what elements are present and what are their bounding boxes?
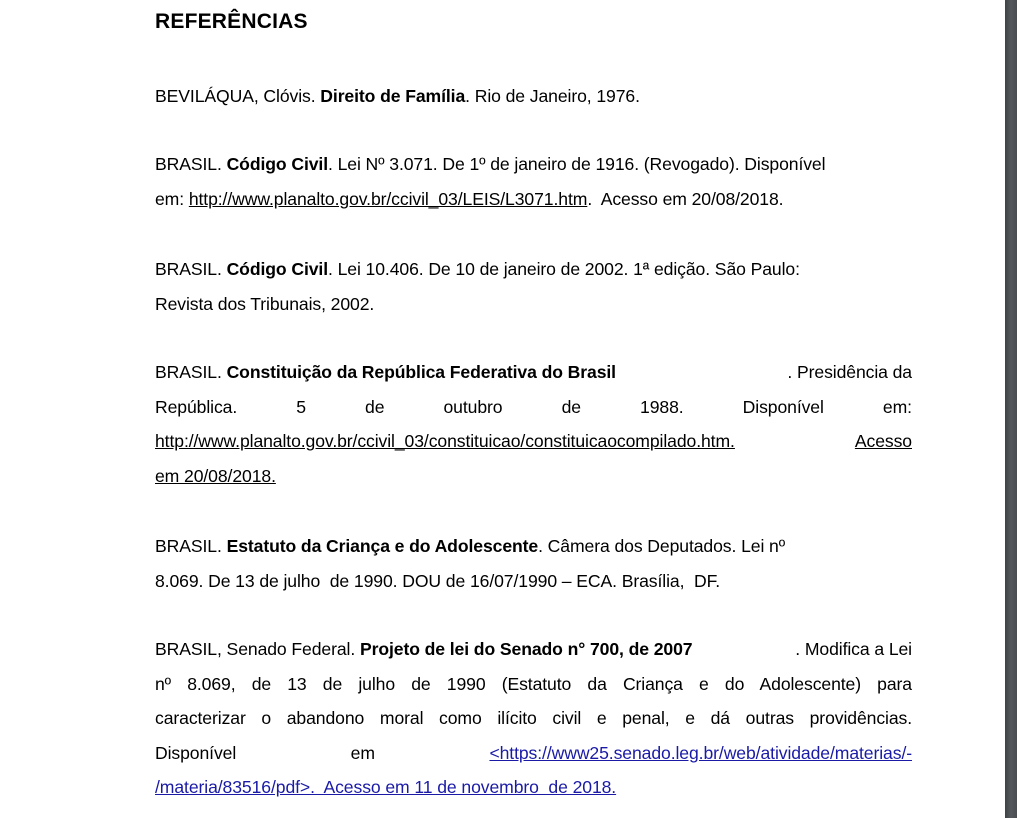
reference-item: BRASIL, Senado Federal. Projeto de lei do Senado n° 700, de 2007 . Modifica a Lei nº 8.069, de 13 de julho de 1990 (Estatuto da Criança e do Adolescente) para caracterizar o abandono moral como ilícito civil e penal, e dá outras providências. Disponível em <https://www25.senado.leg.br/web/atividade/materias/- /materia/83516/pdf>. Acesso em 11 de novembro de 2018. [155, 639, 912, 797]
reference-item: BRASIL. Código Civil. Lei Nº 3.071. De 1º de janeiro de 1916. (Revogado). Disponível em: http://www.planalto.gov.br/ccivil_03/LEIS/L3071.htm. Acesso em 20/08/2018. [155, 154, 826, 209]
reference-title: Código Civil [226, 259, 328, 279]
reference-title: Estatuto da Criança e do Adolescente [226, 536, 539, 556]
viewer-scrollbar-edge[interactable] [1005, 0, 1017, 818]
reference-title: Constituição da República Federativa do Brasil [226, 362, 616, 382]
reference-title: Projeto de lei do Senado n° 700, de 2007 [359, 639, 693, 659]
reference-title: Código Civil [226, 154, 328, 174]
page-title: REFERÊNCIAS [155, 10, 308, 33]
reference-link-continued[interactable]: /materia/83516/pdf>. Acesso em 11 de novembro de 2018. [155, 777, 617, 797]
reference-title: Direito de Família [320, 86, 466, 106]
reference-item: BRASIL. Código Civil. Lei 10.406. De 10 de janeiro de 2002. 1ª edição. São Paulo: Revista dos Tribunais, 2002. [155, 259, 800, 314]
reference-link[interactable]: http://www.planalto.gov.br/ccivil_03/constituicao/constituicaocompilado.htm. [155, 431, 735, 451]
reference-item: BEVILÁQUA, Clóvis. Direito de Família. Rio de Janeiro, 1976. [155, 86, 640, 106]
reference-item: BRASIL. Estatuto da Criança e do Adolescente. Câmera dos Deputados. Lei nº 8.069. De 13 de julho de 1990. DOU de 16/07/1990 – ECA. Brasília, DF. [155, 536, 786, 591]
reference-link[interactable]: <https://www25.senado.leg.br/web/atividade/materias/- [489, 742, 912, 763]
reference-item: BRASIL. Constituição da República Federativa do Brasil . Presidência da República. 5 de outubro de 1988. Disponível em: http://www.planalto.gov.br/ccivil_03/constituicao/constituicaocompilado.htm. Acesso em 20/08/2018. [155, 362, 912, 486]
justified-line: República. 5 de outubro de 1988. Disponível em: [155, 396, 912, 417]
reference-link[interactable]: http://www.planalto.gov.br/ccivil_03/LEIS/L3071.htm [188, 188, 588, 209]
